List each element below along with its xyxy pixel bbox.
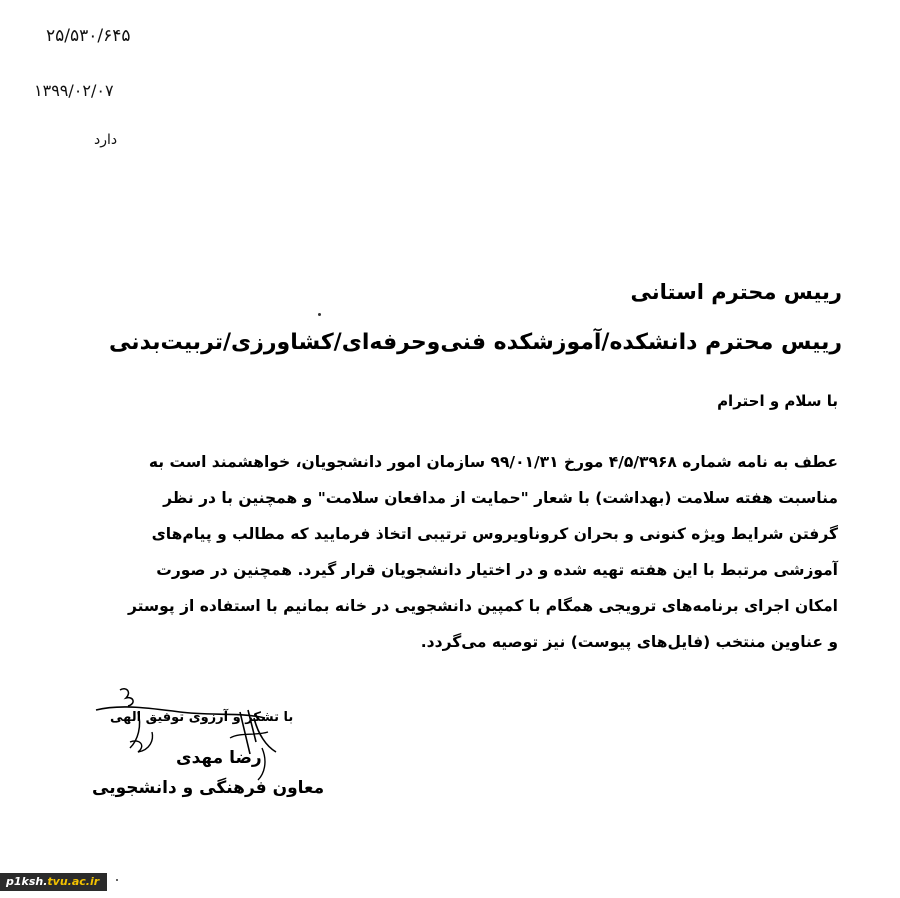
footer-domain: tvu.ac.ir bbox=[47, 875, 100, 888]
body-line: آموزشی مرتبط با این هفته تهیه شده و در اختیار دانشجویان قرار گیرد. همچنین در صورت bbox=[156, 561, 838, 579]
greeting: با سلام و احترام bbox=[717, 392, 838, 410]
recipient-line-2: رییس محترم دانشکده/آموزشکده فنی‌وحرفه‌ای/کشاورزی/تربیت‌بدنی bbox=[109, 330, 842, 355]
footer-prefix: p1ksh. bbox=[6, 875, 48, 888]
letter-date: ۱۳۹۹/۰۲/۰۷ bbox=[34, 81, 114, 100]
scan-speck bbox=[318, 313, 321, 316]
body-line: امکان اجرای برنامه‌های ترویجی همگام با کمپین دانشجویی در خانه بمانیم با استفاده از پوستر bbox=[127, 597, 838, 615]
attachment-status: دارد bbox=[94, 132, 118, 148]
signer-title: معاون فرهنگی و دانشجویی bbox=[92, 778, 325, 798]
signer-name: رضا مهدی bbox=[176, 748, 262, 768]
letter-body bbox=[98, 444, 838, 660]
letter-number: ۲۵/۵۳۰/۶۴۵ bbox=[46, 26, 131, 46]
handwritten-signature bbox=[90, 682, 290, 782]
body-line: مناسبت هفته سلامت (بهداشت) با شعار "حمایت از مدافعان سلامت" و همچنین با در نظر bbox=[163, 489, 838, 507]
body-line: گرفتن شرایط ویژه کنونی و بحران کروناویروس ترتیبی اتخاذ فرمایید که مطالب و پیام‌های bbox=[151, 525, 838, 543]
closing-phrase: با تشکر و آرزوی توفیق الهی bbox=[110, 710, 294, 725]
recipient-line-1: رییس محترم استانی bbox=[630, 280, 842, 304]
body-line: عطف به نامه شماره ۴/۵/۳۹۶۸ مورخ ۹۹/۰۱/۳۱ سازمان امور دانشجویان، خواهشمند است به bbox=[148, 453, 838, 471]
scan-speck bbox=[116, 879, 118, 881]
footer-watermark bbox=[0, 873, 107, 891]
body-line: و عناوین منتخب (فایل‌های پیوست) نیز توصیه می‌گردد. bbox=[420, 633, 838, 651]
